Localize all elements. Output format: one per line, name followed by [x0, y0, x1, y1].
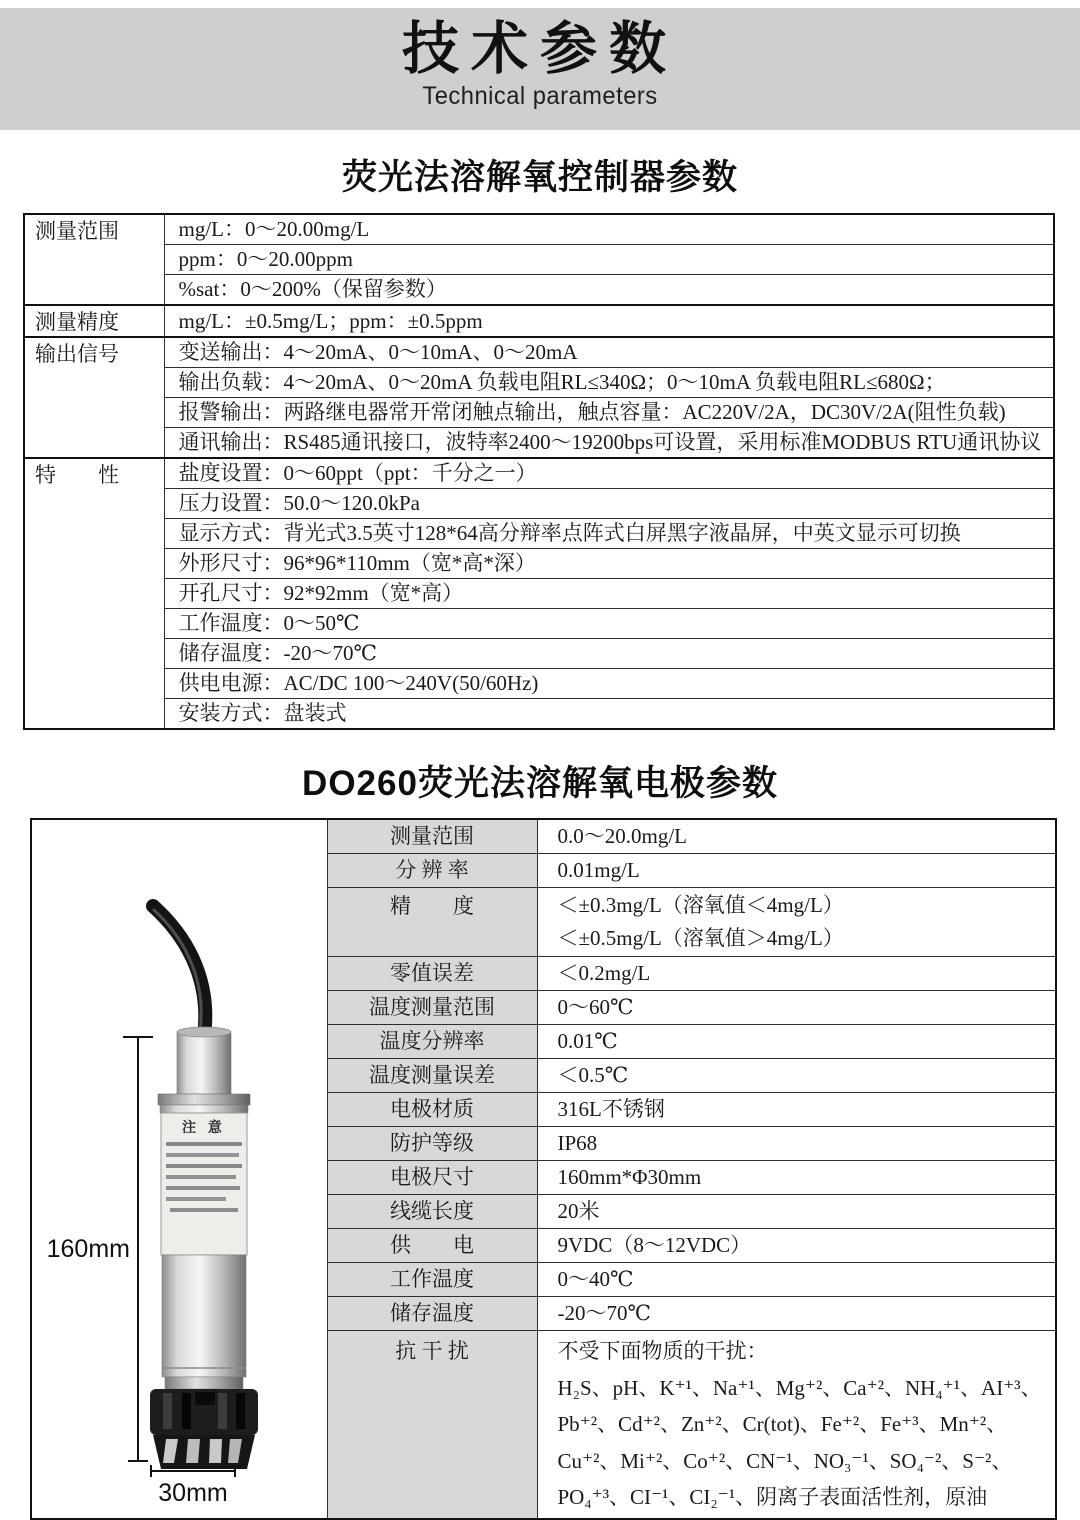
param-value: 0.01℃ [537, 1025, 1056, 1059]
param-value: 工作温度：0～50℃ [164, 609, 1054, 639]
param-value: -20～70℃ [537, 1297, 1056, 1331]
header-band [0, 8, 1080, 130]
controller-parameters-table [23, 213, 1055, 730]
param-value: 安装方式：盘装式 [164, 699, 1054, 730]
param-label: 电极材质 [327, 1093, 537, 1127]
param-value: mg/L：0～20.00mg/L [164, 214, 1054, 245]
controller-section-title: 荧光法溶解氧控制器参数 [341, 158, 738, 197]
probe-top-cap [177, 1032, 231, 1094]
param-label: 温度分辨率 [327, 1025, 537, 1059]
precision-line-1: ＜±0.3mg/L（溶氧值＜4mg/L） [557, 893, 844, 917]
param-value: 输出负载：4～20mA、0～20mA 负载电阻RL≤340Ω；0～10mA 负载电阻RL≤680Ω； [164, 368, 1054, 398]
probe-shoulder [158, 1094, 250, 1105]
param-label: 温度测量误差 [327, 1059, 537, 1093]
interference-intro: 不受下面物质的干扰： [557, 1339, 768, 1363]
param-value: 316L不锈钢 [537, 1093, 1056, 1127]
param-value: 0.0～20.0mg/L [537, 819, 1056, 854]
param-label: 分 辨 率 [327, 854, 537, 888]
param-label: 温度测量范围 [327, 991, 537, 1025]
electrode-photo-cell [31, 819, 327, 1519]
electrode-illustration [32, 820, 326, 1514]
param-value: 供电电源：AC/DC 100～240V(50/60Hz) [164, 669, 1054, 699]
dimension-diameter-label: 30mm [158, 1479, 228, 1507]
probe-body [162, 1255, 246, 1377]
param-value: 通讯输出：RS485通讯接口，波特率2400～19200bps可设置，采用标准MODBUS RTU通讯协议 [164, 428, 1054, 459]
param-value: ＜0.2mg/L [537, 957, 1056, 991]
param-value: IP68 [537, 1127, 1056, 1161]
interference-line-1: H₂S、pH、K⁺¹、Na⁺¹、Mg⁺²、Ca⁺²、NH₄⁺¹、AI⁺³、 [557, 1375, 1042, 1400]
param-label: 线缆长度 [327, 1195, 537, 1229]
param-label: 工作温度 [327, 1263, 537, 1297]
param-group-label: 测量精度 [24, 305, 164, 337]
param-group-label: 测量范围 [24, 214, 164, 305]
cable [153, 906, 205, 1036]
param-label: 防护等级 [327, 1127, 537, 1161]
param-label: 零值误差 [327, 957, 537, 991]
param-value: ＜0.5℃ [537, 1059, 1056, 1093]
param-label: 储存温度 [327, 1297, 537, 1331]
param-value: 报警输出：两路继电器常开常闭触点输出，触点容量：AC220V/2A，DC30V/2A(阻性负载) [164, 398, 1054, 428]
param-group-label: 特 性 [24, 458, 164, 729]
param-value: 显示方式：背光式3.5英寸128*64高分辩率点阵式白屏黑字液晶屏，中英文显示可切换 [164, 519, 1054, 549]
param-value: 0～60℃ [537, 991, 1056, 1025]
param-value: 储存温度：-20～70℃ [164, 639, 1054, 669]
param-value: 变送输出：4～20mA、0～10mA、0～20mA [164, 337, 1054, 368]
param-value: 开孔尺寸：92*92mm（宽*高） [164, 579, 1054, 609]
param-value: %sat：0～200%（保留参数） [164, 275, 1054, 306]
electrode-photo [32, 820, 326, 1514]
param-value: 160mm*Φ30mm [537, 1161, 1056, 1195]
electrode-section-title: DO260荧光法溶解氧电极参数 [302, 764, 778, 803]
param-value: 20米 [537, 1195, 1056, 1229]
param-value: 0～40℃ [537, 1263, 1056, 1297]
param-value: ppm：0～20.00ppm [164, 245, 1054, 275]
param-value: 外形尺寸：96*96*110mm（宽*高*深） [164, 549, 1054, 579]
interference-line-2: Pb⁺²、Cd⁺²、Zn⁺²、Cr(tot)、Fe⁺²、Fe⁺³、Mn⁺²、 [557, 1412, 1008, 1436]
param-label: 供 电 [327, 1229, 537, 1263]
param-label: 电极尺寸 [327, 1161, 537, 1195]
page-subtitle: Technical parameters [422, 82, 658, 110]
interference-line-3: Cu⁺²、Mi⁺²、Co⁺²、CN⁻¹、NO₃⁻¹、SO₄⁻²、S⁻²、 [557, 1448, 1013, 1473]
param-value [537, 888, 1056, 957]
param-value: mg/L：±0.5mg/L；ppm：±0.5ppm [164, 305, 1054, 337]
interference-line-4: PO₄⁺³、CI⁻¹、CI₂⁻¹、阴离子表面活性剂，原油 [557, 1485, 988, 1509]
param-value: 0.01mg/L [537, 854, 1056, 888]
param-label: 测量范围 [327, 819, 537, 854]
precision-line-2: ＜±0.5mg/L（溶氧值＞4mg/L） [557, 926, 844, 950]
param-value: 压力设置：50.0～120.0kPa [164, 489, 1054, 519]
param-group-label: 输出信号 [24, 337, 164, 458]
param-value: 盐度设置：0～60ppt（ppt：千分之一） [164, 458, 1054, 489]
caution-label-title: 注 意 [182, 1119, 226, 1135]
param-label: 精 度 [327, 888, 537, 957]
dimension-height-label: 160mm [46, 1235, 130, 1263]
electrode-parameters-table [30, 818, 1057, 1520]
param-value: 9VDC（8～12VDC） [537, 1229, 1056, 1263]
param-value [537, 1331, 1056, 1519]
page-title: 技术参数 [402, 17, 678, 81]
param-label: 抗 干 扰 [327, 1331, 537, 1519]
